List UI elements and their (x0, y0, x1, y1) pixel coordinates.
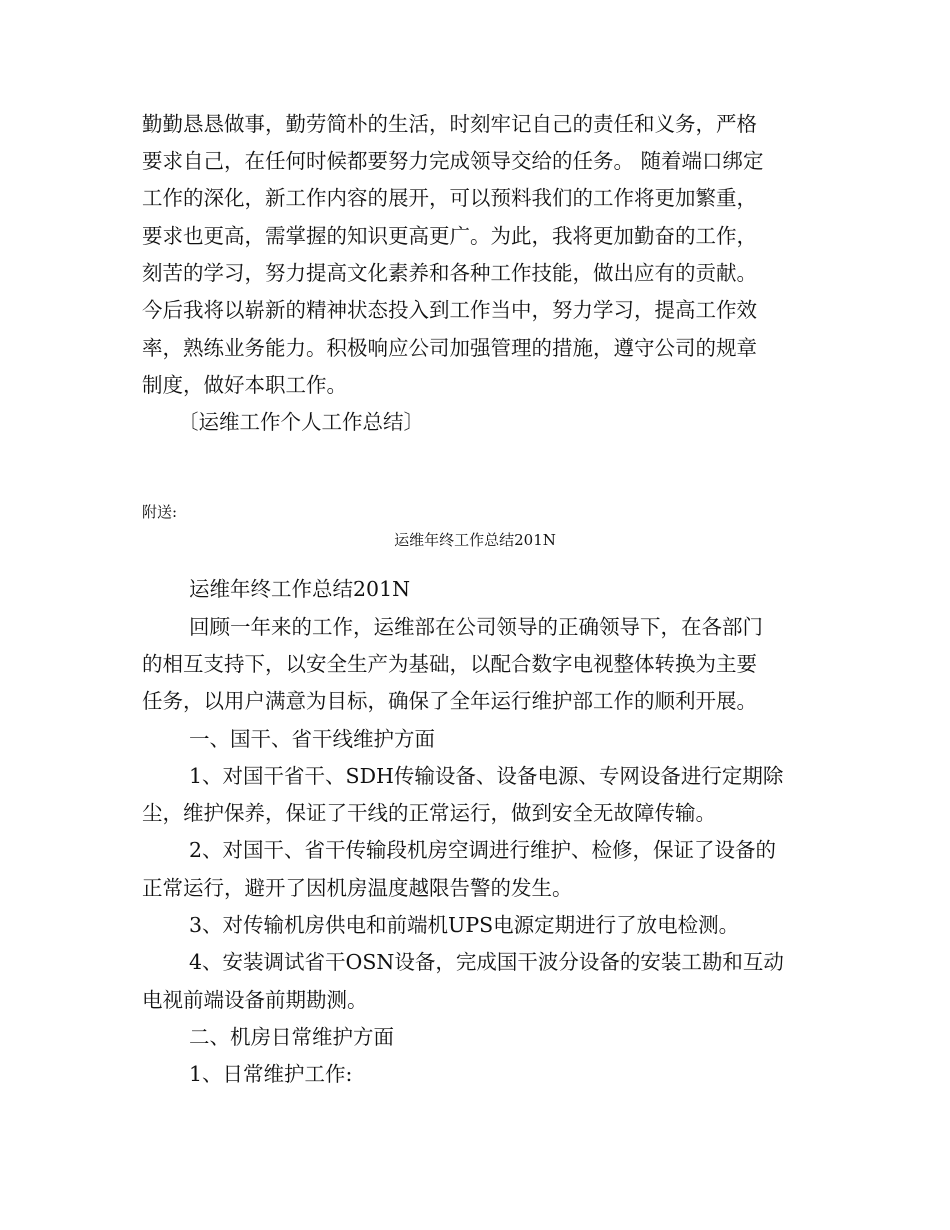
list-item: 4、安装调试省干OSN设备，完成国干波分设备的安装工勘和互动 (189, 950, 784, 974)
list-item: 3、对传输机房供电和前端机UPS电源定期进行了放电检测。 (189, 913, 740, 937)
body-line: 刻苦的学习，努力提高文化素养和各种工作技能，做出应有的贡献。 (142, 261, 757, 285)
body-line: 要求也更高，需掌握的知识更高更广。为此，我将更加勤奋的工作， (142, 224, 757, 248)
list-item: 1、日常维护工作: (189, 1062, 353, 1086)
section-heading: 一、国干、省干线维护方面 (189, 727, 435, 751)
section-heading: 二、机房日常维护方面 (189, 1025, 394, 1049)
body-line: 勤勤恳恳做事，勤劳简朴的生活，时刻牢记自己的责任和义务，严格 (142, 112, 757, 136)
list-item-cont: 尘，维护保养，保证了干线的正常运行，做到安全无故障传输。 (142, 801, 716, 825)
body-line: 制度，做好本职工作。 (142, 373, 347, 397)
body-line: 率，熟练业务能力。积极响应公司加强管理的措施，遵守公司的规章 (142, 336, 757, 360)
appendix-title: 运维年终工作总结201N (394, 531, 556, 549)
list-item: 1、对国干省干、SDH传输设备、设备电源、专网设备进行定期除 (189, 764, 784, 788)
list-item-cont: 正常运行，避开了因机房温度越限告警的发生。 (142, 876, 573, 900)
list-item: 2、对国干、省干传输段机房空调进行维护、检修，保证了设备的 (189, 838, 777, 862)
list-item-cont: 电视前端设备前期勘测。 (142, 988, 368, 1012)
body-line: 任务，以用户满意为目标，确保了全年运行维护部工作的顺利开展。 (142, 689, 757, 713)
body-line: 回顾一年来的工作，运维部在公司领导的正确领导下，在各部门 (189, 615, 763, 639)
body-line: 要求自己，在任何时候都要努力完成领导交给的任务。 随着端口绑定 (142, 149, 764, 173)
body-line: 今后我将以崭新的精神状态投入到工作当中，努力学习，提高工作效 (142, 298, 757, 322)
body-line: 的相互支持下，以安全生产为基础，以配合数字电视整体转换为主要 (142, 652, 757, 676)
body-line: 工作的深化，新工作内容的展开，可以预料我们的工作将更加繁重， (142, 186, 757, 210)
appendix-label: 附送: (142, 503, 178, 521)
summary-caption: 〔运维工作个人工作总结〕 (178, 410, 424, 434)
section-title: 运维年终工作总结201N (189, 577, 411, 601)
